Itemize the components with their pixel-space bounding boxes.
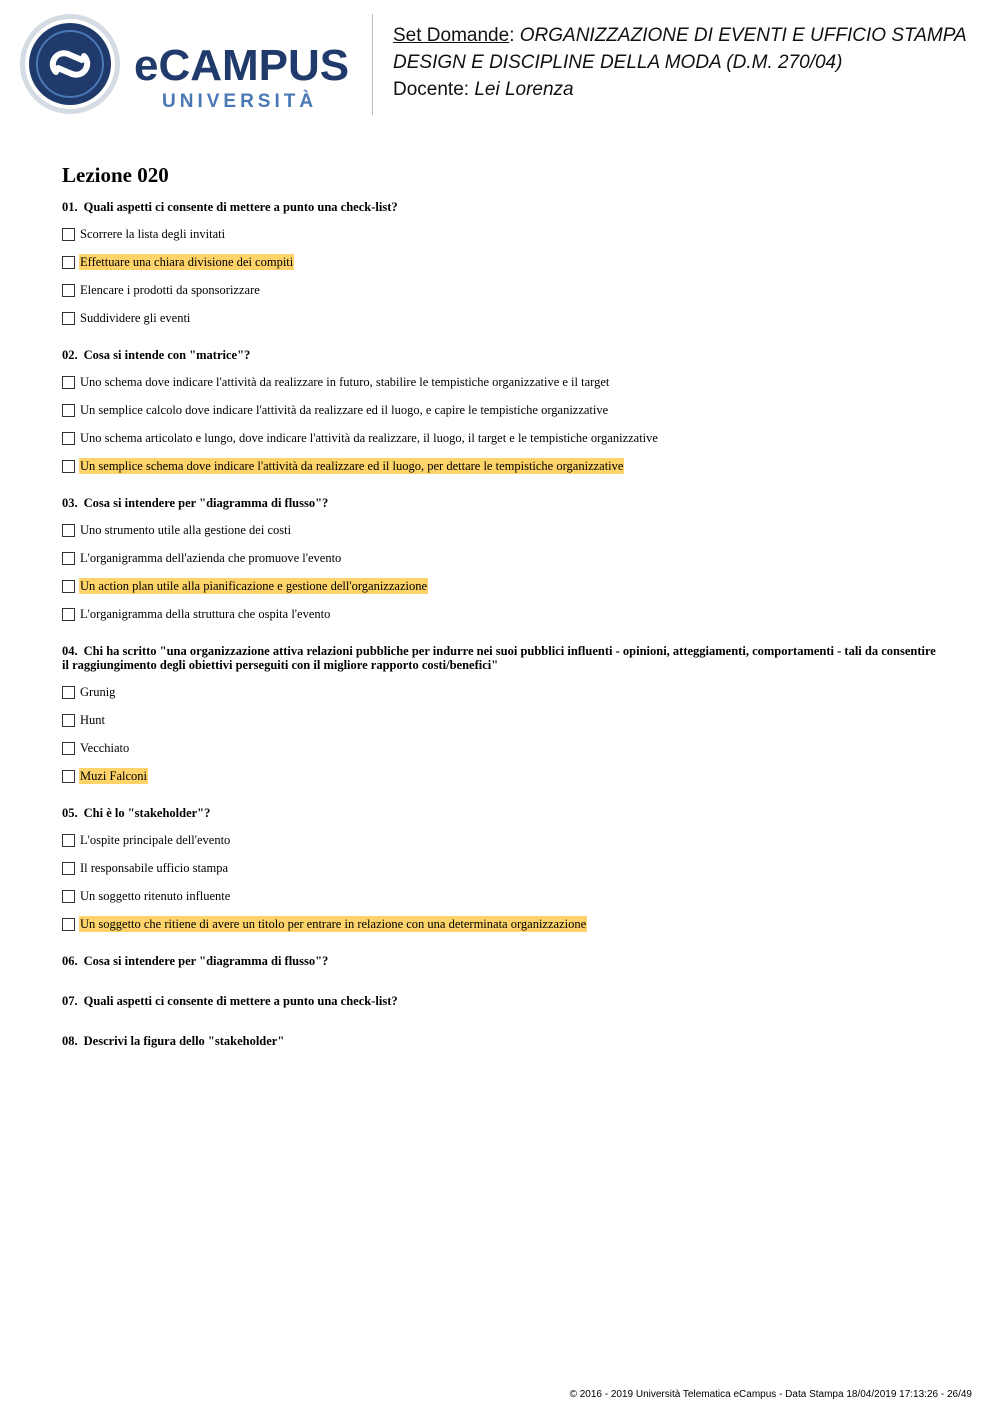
- answer-checkbox[interactable]: [62, 742, 75, 755]
- answer-checkbox[interactable]: [62, 228, 75, 241]
- answer-option[interactable]: [62, 281, 942, 299]
- answer-checkbox[interactable]: [62, 770, 75, 783]
- question-label: Cosa si intendere per "diagramma di flusso"?: [83, 496, 329, 510]
- answer-checkbox[interactable]: [62, 376, 75, 389]
- question-text: [62, 806, 942, 820]
- answer-option[interactable]: [62, 605, 942, 623]
- answer-checkbox[interactable]: [62, 404, 75, 417]
- answer-option[interactable]: [62, 683, 942, 701]
- answer-label: Vecchiato: [80, 741, 130, 755]
- question-label: Cosa si intendere per "diagramma di flusso"?: [83, 954, 329, 968]
- set-separator: :: [509, 25, 515, 46]
- answer-label: Elencare i prodotti da sponsorizzare: [80, 283, 260, 297]
- answer-label: Uno strumento utile alla gestione dei costi: [80, 523, 292, 537]
- answer-label-highlighted: Un action plan utile alla pianificazione e gestione dell'organizzazione: [80, 579, 428, 593]
- answer-checkbox[interactable]: [62, 608, 75, 621]
- open-question-text: [62, 994, 942, 1008]
- question-block: [62, 806, 942, 933]
- question-number: 03.: [62, 496, 78, 510]
- course-line-2: DESIGN E DISCIPLINE DELLA MODA (D.M. 270/04): [393, 52, 843, 73]
- course-line-1: ORGANIZZAZIONE DI EVENTI E UFFICIO STAMPA: [519, 25, 967, 46]
- answer-checkbox[interactable]: [62, 862, 75, 875]
- question-label: Chi è lo "stakeholder"?: [83, 806, 211, 820]
- question-block: [62, 348, 942, 475]
- answer-checkbox[interactable]: [62, 460, 75, 473]
- answer-option[interactable]: [62, 887, 942, 905]
- answer-label: L'organigramma dell'azienda che promuove l'evento: [80, 551, 342, 565]
- answer-label: L'organigramma della struttura che ospita l'evento: [80, 607, 331, 621]
- answer-option[interactable]: [62, 457, 942, 475]
- answer-checkbox[interactable]: [62, 890, 75, 903]
- answer-checkbox[interactable]: [62, 834, 75, 847]
- answer-label: Suddividere gli eventi: [80, 311, 191, 325]
- question-number: 04.: [62, 644, 78, 658]
- answer-option[interactable]: [62, 225, 942, 243]
- answer-option[interactable]: [62, 429, 942, 447]
- answer-option[interactable]: [62, 859, 942, 877]
- answer-checkbox[interactable]: [62, 312, 75, 325]
- answer-option[interactable]: [62, 401, 942, 419]
- answer-label: Hunt: [80, 713, 105, 727]
- teacher-name: Lei Lorenza: [474, 79, 574, 100]
- question-label: Descrivi la figura dello "stakeholder": [83, 1034, 285, 1048]
- answer-label: Scorrere la lista degli invitati: [80, 227, 226, 241]
- question-number: 07.: [62, 994, 78, 1008]
- answer-label: Grunig: [80, 685, 116, 699]
- question-block: [62, 496, 942, 623]
- answer-label: Il responsabile ufficio stampa: [80, 861, 228, 875]
- header-divider: [372, 14, 373, 115]
- open-question-text: [62, 1034, 942, 1048]
- open-question-text: [62, 954, 942, 968]
- answer-option[interactable]: [62, 915, 942, 933]
- answer-checkbox[interactable]: [62, 552, 75, 565]
- answer-option[interactable]: [62, 373, 942, 391]
- answer-option[interactable]: [62, 549, 942, 567]
- question-number: 08.: [62, 1034, 78, 1048]
- set-label: Set Domande: [393, 25, 510, 46]
- question-block: [62, 644, 942, 785]
- answer-checkbox[interactable]: [62, 714, 75, 727]
- answer-checkbox[interactable]: [62, 432, 75, 445]
- logo-brand-text: eCAMPUS: [134, 41, 350, 90]
- open-question-list: [62, 954, 942, 1048]
- question-number: 05.: [62, 806, 78, 820]
- answer-label: L'ospite principale dell'evento: [80, 833, 231, 847]
- question-block: [62, 200, 942, 327]
- question-text: [62, 200, 942, 214]
- answer-label: Un soggetto ritenuto influente: [80, 889, 231, 903]
- ecampus-logo: [12, 14, 362, 114]
- answer-label: Uno schema dove indicare l'attività da realizzare in futuro, stabilire le tempistiche organizzative e il target: [80, 375, 610, 389]
- answer-option[interactable]: [62, 767, 942, 785]
- answer-label: Un semplice calcolo dove indicare l'attività da realizzare ed il luogo, e capire le tempistiche organizzative: [80, 403, 609, 417]
- question-label: Chi ha scritto "una organizzazione attiva relazioni pubbliche per indurre nei suoi pubblici influenti - opinioni, atteggiamenti, comportamenti - tali da consentire il raggiungimento degli obiettivi perseguiti con il migliore rapporto costi/benefici": [62, 644, 936, 672]
- answer-label-highlighted: Un soggetto che ritiene di avere un titolo per entrare in relazione con una determinata organizzazione: [80, 917, 587, 931]
- answer-checkbox[interactable]: [62, 918, 75, 931]
- answer-label-highlighted: Muzi Falconi: [80, 769, 148, 783]
- page-header: [0, 0, 1000, 125]
- question-label: Quali aspetti ci consente di mettere a punto una check-list?: [83, 200, 398, 214]
- logo-sub-text: UNIVERSITÀ: [162, 91, 318, 112]
- question-text: [62, 496, 942, 510]
- answer-checkbox[interactable]: [62, 686, 75, 699]
- teacher-label: Docente:: [393, 79, 470, 100]
- answer-label-highlighted: Un semplice schema dove indicare l'attività da realizzare ed il luogo, per dettare le tempistiche organizzative: [80, 459, 624, 473]
- question-label: Cosa si intende con "matrice"?: [83, 348, 251, 362]
- question-list: [62, 200, 942, 933]
- lesson-title: Lezione 020: [62, 163, 169, 187]
- answer-label: Uno schema articolato e lungo, dove indicare l'attività da realizzare, il luogo, il target e le tempistiche organizzative: [80, 431, 658, 445]
- question-number: 02.: [62, 348, 78, 362]
- answer-label-highlighted: Effettuare una chiara divisione dei compiti: [80, 255, 294, 269]
- answer-option[interactable]: [62, 521, 942, 539]
- answer-option[interactable]: [62, 831, 942, 849]
- question-text: [62, 348, 942, 362]
- question-number: 01.: [62, 200, 78, 214]
- answer-option[interactable]: [62, 309, 942, 327]
- answer-option[interactable]: [62, 711, 942, 729]
- answer-option[interactable]: [62, 739, 942, 757]
- answer-option[interactable]: [62, 577, 942, 595]
- answer-checkbox[interactable]: [62, 256, 75, 269]
- question-number: 06.: [62, 954, 78, 968]
- answer-checkbox[interactable]: [62, 284, 75, 297]
- header-info: [393, 22, 993, 103]
- page-footer: © 2016 - 2019 Università Telematica eCampus - Data Stampa 18/04/2019 17:13:26 - 26/49: [569, 1389, 972, 1400]
- quiz-content: [62, 162, 942, 1074]
- question-label: Quali aspetti ci consente di mettere a punto una check-list?: [83, 994, 398, 1008]
- answer-option[interactable]: [62, 253, 942, 271]
- answer-checkbox[interactable]: [62, 524, 75, 537]
- answer-checkbox[interactable]: [62, 580, 75, 593]
- question-text: [62, 644, 942, 672]
